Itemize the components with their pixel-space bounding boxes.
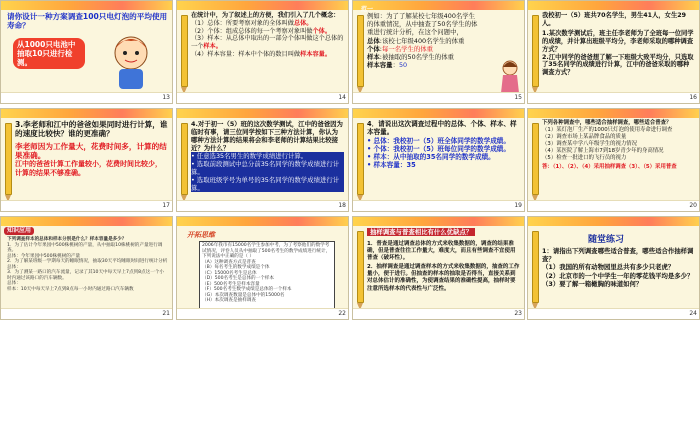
option-item: （E）500名考生是样本容量 <box>202 281 260 287</box>
question-text: 下列各种调查中，哪些适合抽样调查，哪些适合普查？ <box>542 120 672 126</box>
pencil-icon <box>5 123 12 195</box>
text-line: （3）要了解一箱橄胸的味道如何？ <box>542 279 643 288</box>
option-item: • 任意选35名男生的数学成绩进行计算。 <box>191 152 344 160</box>
slide-number: 13 <box>162 94 170 101</box>
slide-number: 16 <box>689 94 697 101</box>
slide-number: 19 <box>514 202 522 209</box>
option-item: （H）本次调查是抽样调查 <box>202 298 256 303</box>
answer-line: • 总体：我校初一（5）班全体同学的数学成绩。 <box>367 136 510 145</box>
slide-header-bar <box>177 109 349 118</box>
slide-thumbnail-16[interactable] <box>527 0 700 104</box>
text-line: 1．为了估计今年果园中500株桃树的产量，从中抽取10株桃树的产量进行调查。 <box>7 242 163 253</box>
slide-header-bar <box>1 217 173 226</box>
text-line: 1．普查是通过调查总体的方式来收集数据的，调查的结果准确，但是普查往往工作量大，难度大，而且有些调查不宜使用普查（破坏性）。 <box>367 241 516 262</box>
pencil-icon <box>357 15 364 87</box>
term-label: 个体 <box>367 44 380 53</box>
slide-number: 18 <box>338 202 346 209</box>
slide-thumbnail-24[interactable] <box>527 216 700 320</box>
option-item: • 选取前段测试中总分前35名同学的数学成绩进行计算。 <box>191 160 344 176</box>
slide-number: 15 <box>514 94 522 101</box>
pencil-icon <box>181 15 188 87</box>
term-label: 样本 <box>367 53 380 62</box>
text-line: 1：请指出下列调查哪些适合普查，哪些适合作抽样调查？ <box>542 247 694 264</box>
slide-number: 22 <box>338 310 346 317</box>
slide-header-bar <box>528 1 700 10</box>
slide-heading: 范一 <box>361 6 374 13</box>
slide-heading: 开拓思维 <box>187 231 215 239</box>
term-value: 每一名学生的体重 <box>381 44 434 53</box>
pencil-icon <box>532 123 539 195</box>
slide-number: 21 <box>162 310 170 317</box>
slide-thumbnail-17[interactable] <box>0 108 173 212</box>
slide-thumbnail-20[interactable] <box>527 108 700 212</box>
term-highlight: 样本。 <box>203 43 222 51</box>
example-text: 例如：为了了解某校七年级400名学生的体重情况，从中抽查了50名学生的体重进行统计分析，在这个问题中， <box>367 12 478 37</box>
pencil-icon <box>357 123 364 195</box>
slide-number: 24 <box>689 310 697 317</box>
slide-number: 17 <box>162 202 170 209</box>
text-line: 3．为了测某一路口的汽车流量，记录了其10天中每天早上7点到8点这一个小时内通过该路口的汽车辆数。 <box>7 270 165 281</box>
text-line: 总体：今年果园中500株桃树的产量 <box>7 253 81 259</box>
question-text: 3.李老师和江中的爸爸如果同时进行计算，谁的速度比较快？谁的更准确？ <box>15 120 168 139</box>
text-line: 2．为了解某班级一学期每天的睡眠情况，抽取30天平均睡眠时间进行统计分析 <box>7 259 168 264</box>
text-line: 2．抽样调查是通过调查样本的方式来收集数据的，抽查的工作量小，便于进行。但抽查的样本的抽取是否得当，直接关系到对总体估计的准确性，为使调查结果的准确性提高，抽样时要注意所选样本的代表性与广泛性。 <box>367 264 520 292</box>
slide-thumbnail-18[interactable] <box>176 108 349 212</box>
option-item: （3）调查某中学八年级学生的视力情况 <box>542 141 638 147</box>
slide-thumbnail-15[interactable]: 范一 例如：为了了解某校七年级400名学生的体重情况，从中抽查了50名学生的体重进行统计分析，在这个问题中， 总体:该校七年级400名学生的体重 个体:每一名学生的体重 样本:被抽取的50名学生的体重 样本容量：50 15 <box>352 0 525 104</box>
cartoon-girl-icon <box>499 59 521 95</box>
text-line: （1）我国的所有动物园里总共有多少只老虎？ <box>542 263 675 272</box>
slide-heading: 抽样调查与普查相比有什么优缺点？ <box>367 228 475 236</box>
option-item: （G）本次调查数量是总体中的15000名 <box>202 292 285 298</box>
term-value: 该校七年级400名学生的体重 <box>381 36 465 45</box>
option-item: （1）某灯泡厂生产的1000只灯泡的使用寿命进行调查 <box>542 127 673 133</box>
option-item: （A）这种调查方式是普查 <box>202 259 256 265</box>
answer-line: • 样本容量：35 <box>367 161 416 170</box>
pencil-icon <box>181 123 188 195</box>
option-item: （B）每名考生的数学成绩是个体 <box>202 265 270 270</box>
text-line: 下列调查样本的总体和样本分别是什么？样本容量是多少？ <box>7 237 127 242</box>
slide-header-bar <box>353 109 525 118</box>
term-value: 50 <box>398 61 408 70</box>
slide-title: 请你设计一种方案调查100只电灯泡的平均使用寿命？ <box>7 12 168 30</box>
text-line: 2006年我市有15000名学生参加中考，为了考察他们的数学考试情况，评卷人员从中抽取了500名考生的数学成绩进行统计，下列说法中正确的是（ ） <box>202 243 331 259</box>
answer-text: 答：（1）、（2）、（4）采用抽样调查（3）、（5）采用普查 <box>542 164 677 170</box>
text-line: 总体： <box>7 281 21 286</box>
pencil-icon <box>357 231 364 303</box>
slide-header-bar <box>1 1 173 10</box>
slide-number: 23 <box>514 310 522 317</box>
slide-thumbnail-21[interactable] <box>0 216 173 320</box>
option-item: （C）15000名考生是总体 <box>202 270 257 276</box>
term-value: 被抽取的50名学生的体重 <box>381 53 454 62</box>
slide-thumbnail-22[interactable] <box>176 216 349 320</box>
text-line: （3）样本：从总体中取出的一部分个体叫做这个总体的一个 <box>191 35 344 51</box>
callout-bubble: 从1000只电池中抽取10只进行检测。 <box>13 38 85 69</box>
answer-1: 李老师因为工作量大，花费时间多，计算的结果准确。 <box>15 141 167 160</box>
slide-header-bar <box>1 109 173 118</box>
class-info: 我校初一（5）班共70名学生，男生41人，女生29人。 <box>542 12 687 27</box>
question-text: 4.对于初一（5）班的这次数学测试，江中的爸爸因为临时有事，请三位同学按如下三种方法计算，你认为哪种方法计算的结果将会和李老师的计算结果比较接近？为什么？ <box>191 120 343 152</box>
slide-heading: 随堂练习 <box>588 235 625 245</box>
slide-header-bar <box>177 217 349 226</box>
slide-header-bar <box>353 1 525 10</box>
slide-number: 20 <box>689 202 697 209</box>
text-line: 总体： <box>7 264 21 270</box>
slide-header-bar <box>353 217 525 226</box>
slide-thumbnail-14[interactable] <box>176 0 349 104</box>
text-line: （1）总体：所要考察对象的全体叫做 <box>191 19 294 27</box>
option-item: （5）检查一批进口的飞行员的视力 <box>542 155 627 161</box>
term-highlight: 个体。 <box>312 27 332 35</box>
slide-thumbnail-19[interactable] <box>352 108 525 212</box>
answer-line: • 样本：从中抽取的35名同学的数学成绩。 <box>367 153 495 162</box>
question-text: 4．请说出这次调查过程中的总体、个体、样本、样本容量。 <box>367 120 517 137</box>
term-highlight: 样本容量。 <box>300 50 332 58</box>
pencil-icon <box>532 15 539 87</box>
text-line: （4）样本容量：样本中个体的数目叫做 <box>191 50 301 58</box>
slide-header-bar <box>528 217 700 226</box>
option-item: （D）500名考生是总体的一个样本 <box>202 276 275 281</box>
slide-heading: 知识应用 <box>4 227 34 235</box>
slide-thumbnail-23[interactable] <box>352 216 525 320</box>
term-highlight: 总体。 <box>293 19 313 27</box>
term-label: 样本容量 <box>367 61 393 70</box>
option-item: （F）500名考生数学成绩是总体的一个样本 <box>202 287 292 292</box>
text-line: 样本：10天中每天早上7点到8点每一小时内通过路口汽车辆数 <box>7 286 134 292</box>
text-line: （2）北京市的一个中学生一年的零花钱平均是多少？ <box>542 271 694 280</box>
slide-number: 14 <box>338 94 346 101</box>
text-line: （2）个体：组成总体的每一个考察对象叫做 <box>191 27 313 35</box>
question-1: 1.某次数学测试后，班主任李老师为了全班每一位同学的成绩，并计算出班级平均分，李老师采取的哪种调查方式？ <box>542 29 694 53</box>
option-item: • 选取班级学号为单号的35名同学的数学成绩进行计算。 <box>191 176 344 192</box>
cartoon-child-icon <box>106 33 156 93</box>
option-item: （4）某医院了解上海市7到18岁青少年的身高情况 <box>542 148 664 154</box>
question-2: 2.江中同学的爸爸想了解一下班级大致平均分，只选取了35名同学的成绩进行计算，江中的爸爸采取的哪种调查方式？ <box>542 53 694 77</box>
slide-intro: 在统计中，为了叙述上的方便，我们引入了几个概念： <box>191 12 340 19</box>
slide-thumbnail-13[interactable] <box>0 0 173 104</box>
slide-header-bar <box>177 1 349 10</box>
answer-line: • 个体：我校初一（5）班每位同学的数学成绩。 <box>367 144 510 153</box>
slide-header-bar <box>528 109 700 118</box>
option-item: （2）调查市场上某品牌食品的质量 <box>542 134 627 140</box>
term-label: 总体 <box>367 36 380 45</box>
answer-2: 江中的爸爸计算工作量较小，花费时间比较少，计算的结果不够准确。 <box>15 160 162 177</box>
pencil-icon <box>532 231 539 303</box>
